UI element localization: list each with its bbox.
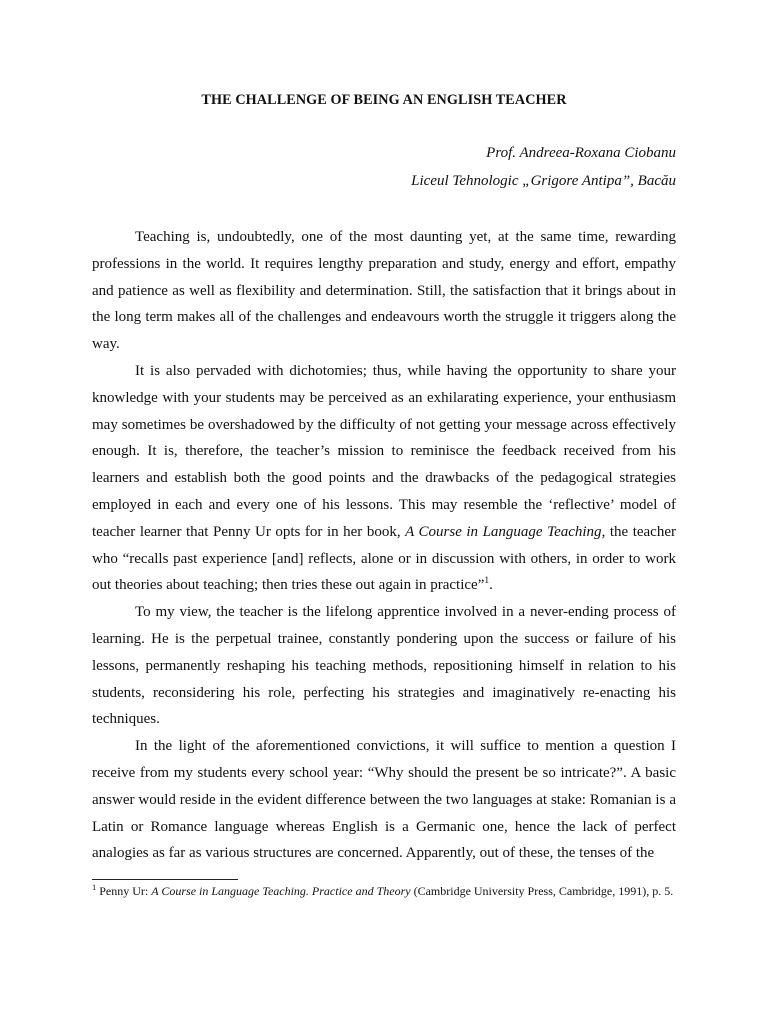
- book-title-inline: A Course in Language Teaching: [405, 523, 602, 540]
- footnote: [92, 883, 676, 900]
- paragraph-3: To my view, the teacher is the lifelong apprentice involved in a never-ending process of learning. He is the perpetual trainee, constantly pondering upon the success or failure of his lessons, permanently reshaping his teaching methods, repositioning himself in relation to his students, reconsidering his role, perfecting his strategies and imaginatively re-enacting his techniques.: [92, 604, 676, 728]
- paragraph-2-text-start: It is also pervaded with dichotomies; thus, while having the opportunity to share your knowledge with your students may be perceived as an exhilarating experience, your enthusiasm may sometimes be overshadowed by the difficulty of not getting your message across effectively enough. It is, therefore, the teacher’s mission to reminisce the feedback received from his learners and establish both the good points and the drawbacks of the pedagogical strategies employed in each and every one of his lessons. This may resemble the ‘reflective’ model of teacher learner that Penny Ur opts for in her book,: [92, 362, 676, 540]
- paragraph-4: In the light of the aforementioned convictions, it will suffice to mention a question I receive from my students every school year: “Why should the present be so intricate?”. A basic answer would reside in the evident difference between the two languages at stake: Romanian is a Latin or Romance language whereas English is a Germanic one, hence the lack of perfect analogies as far as various structures are concerned. Apparently, out of these, the tenses of the: [92, 738, 676, 862]
- document-title: THE CHALLENGE OF BEING AN ENGLISH TEACHER: [201, 92, 567, 108]
- footnote-mark: 1: [92, 882, 97, 892]
- paragraph-2-text-end: .: [489, 577, 493, 594]
- paragraph-1: Teaching is, undoubtedly, one of the most daunting yet, at the same time, rewarding professions in the world. It requires lengthy preparation and study, energy and effort, empathy and patience as well as flexibility and determination. Still, the satisfaction that it brings about in the long term makes all of the challenges and endeavours worth the struggle it triggers along the way.: [92, 229, 676, 353]
- body-text: [92, 224, 676, 867]
- author-name: Prof. Andreea-Roxana Ciobanu: [486, 145, 676, 161]
- paragraph-2: [92, 358, 676, 599]
- author-school: Liceul Tehnologic „Grigore Antipa”, Bacău: [411, 173, 676, 189]
- footnote-details: (Cambridge University Press, Cambridge, 1991), p. 5.: [410, 884, 674, 898]
- footnote-reference: 1: [484, 576, 490, 587]
- footnote-book-title: A Course in Language Teaching. Practice and Theory: [151, 884, 411, 898]
- footnote-separator: [92, 879, 238, 880]
- paragraph-2-text-quote: , the teacher who “recalls past experience [and] reflects, alone or in discussion with others, in order to work out theories about teaching; then tries these out again in practice”: [92, 523, 676, 594]
- footnote-author: Penny Ur:: [96, 884, 152, 898]
